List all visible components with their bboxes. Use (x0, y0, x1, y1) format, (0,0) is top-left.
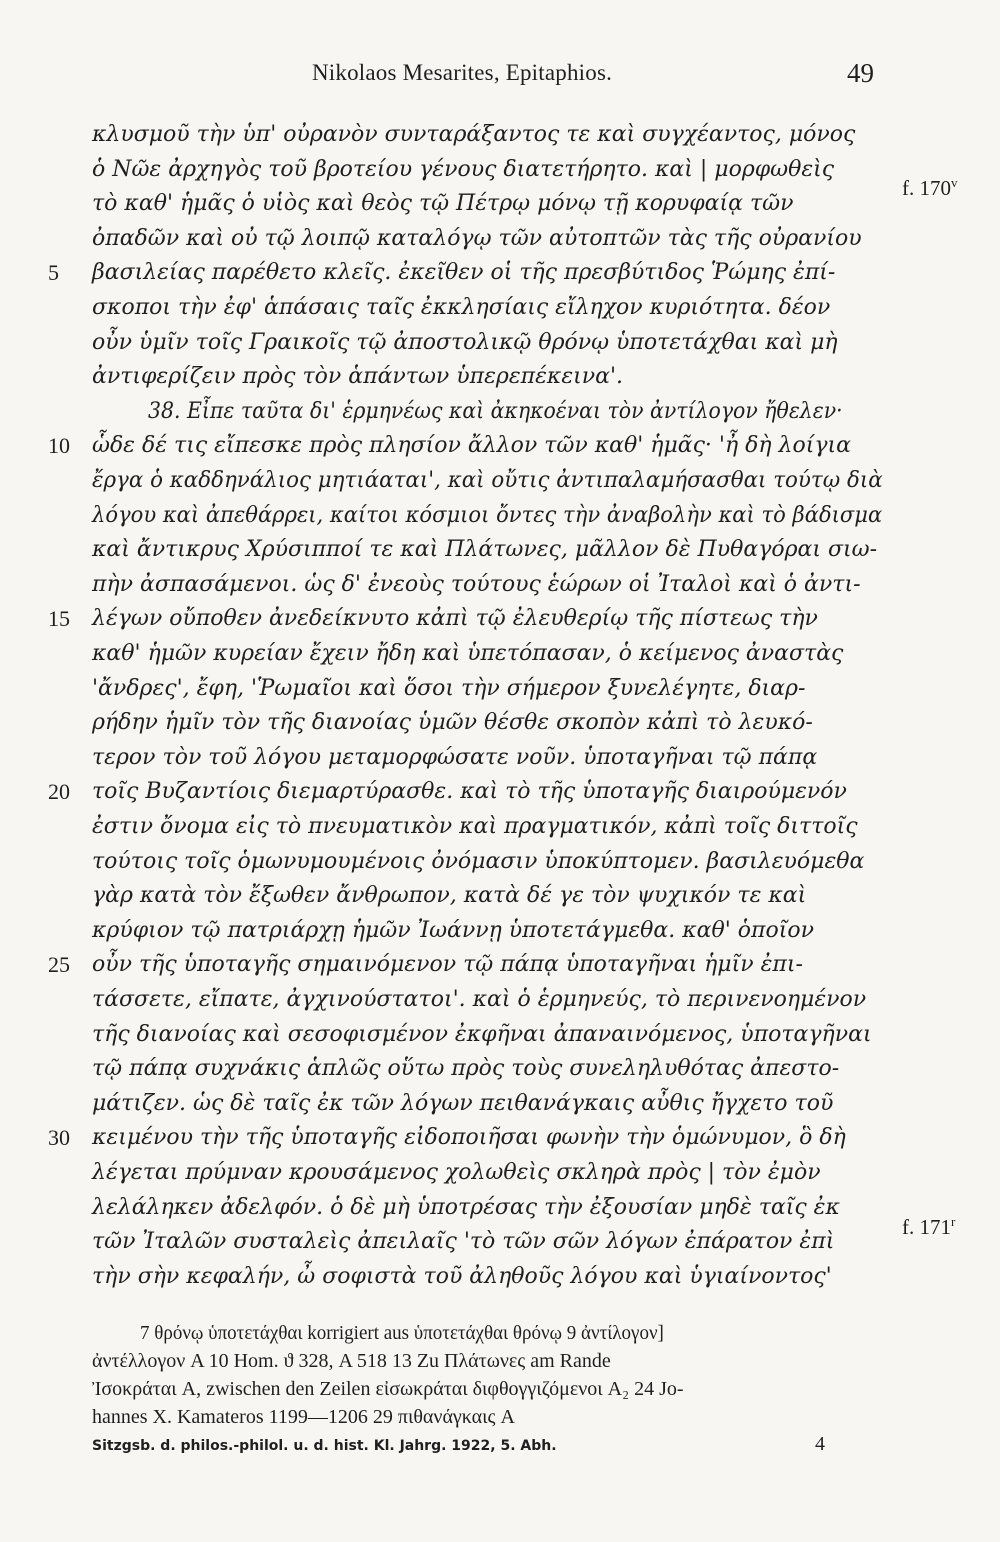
text-line: καὶ ἄντικρυς Χρύσιπποί τε καὶ Πλάτωνες, μᾶλλον δὲ Πυθαγόραι σιω- (92, 537, 878, 562)
line-number (48, 1087, 88, 1121)
text-line: τερον τὸν τοῦ λόγου μεταμορφώσατε νοῦν. ὑποταγῆναι τῷ πάπᾳ (92, 745, 818, 770)
line-number (48, 1191, 88, 1225)
text-line: πὴν ἀσπασάμενοι. ὡς δ' ἐνεοὺς τούτους ἑώρων οἱ Ἰταλοὶ καὶ ὁ ἀντι- (92, 572, 861, 597)
line-number (48, 153, 88, 187)
text-line: σκοποι τὴν ἐφ' ἁπάσαις ταῖς ἐκκλησίαις εἴληχον κυριότητα. δέον (92, 295, 831, 320)
line-number: 30 (48, 1125, 70, 1150)
running-header-title: Nikolaos Mesarites, Epitaphios. (312, 60, 613, 85)
line-number (48, 1156, 88, 1190)
text-line: κρύφιον τῷ πατριάρχῃ ἡμῶν Ἰωάννῃ ὑποτετάγμεθα. καθ' ὁποῖον (92, 918, 814, 943)
footnote-line: 7 θρόνῳ ὑποτετάχθαι korrigiert aus ὑποτετάχθαι θρόνῳ 9 ἀντίλογον] (140, 1322, 664, 1344)
text-line: τὸ καθ' ἡμᾶς ὁ υἱὸς καὶ θεὸς τῷ Πέτρῳ μόνῳ τῇ κορυφαίᾳ τῶν (92, 191, 794, 216)
line-number (48, 1225, 88, 1259)
text-line: λέγων οὔποθεν ἀνεδείκνυτο κἀπὶ τῷ ἐλευθερίῳ τῆς πίστεως τὴν (92, 606, 818, 631)
text-line: οὖν τῆς ὑποταγῆς σημαινόμενον τῷ πάπᾳ ὑποταγῆναι ἡμῖν ἐπι- (92, 952, 803, 977)
text-line: τὴν σὴν κεφαλήν, ὦ σοφιστὰ τοῦ ἀληθοῦς λόγου καὶ ὑγιαίνοντος' (92, 1264, 832, 1289)
text-line: τοῖς Βυζαντίοις διεμαρτύρασθε. καὶ τὸ τῆς ὑποταγῆς διαιρούμενόν (92, 779, 847, 804)
text-line: ρήδην ἡμῖν τὸν τῆς διανοίας ὑμῶν θέσθε σκοπὸν κἀπὶ τὸ λευκό- (92, 710, 813, 735)
footnote-line: ἀντέλλογον A 10 Hom. ϑ 328, A 518 13 Zu Πλάτωνες am Rande (92, 1350, 611, 1372)
line-number (48, 1018, 88, 1052)
line-number (48, 568, 88, 602)
footnote-line: hannes X. Kamateros 1199—1206 29 πιθανάγκαις A (92, 1406, 515, 1428)
text-line: ὧδε δέ τις εἴπεσκε πρὸς πλησίον ἄλλον τῶν καθ' ἡμᾶς· 'ἦ δὴ λοίγια (92, 433, 851, 458)
line-number (48, 810, 88, 844)
line-number (48, 395, 88, 429)
text-line: τῶν Ἰταλῶν συσταλεὶς ἀπειλαῖς 'τὸ τῶν σῶν λόγων ἐπάρατον ἐπὶ (92, 1229, 835, 1254)
text-line: κειμένου τὴν τῆς ὑποταγῆς εἰδοποιῆσαι φωνὴν τὴν ὁμώνυμον, ὃ δὴ (92, 1125, 846, 1150)
text-line: τάσσετε, εἴπατε, ἀγχινούστατοι'. καὶ ὁ ἑρμηνεύς, τὸ περινενοημένον (92, 987, 867, 1012)
text-line: τῆς διανοίας καὶ σεσοφισμένον ἐκφῆναι ἀπαναινόμενος, ὑποταγῆναι (92, 1022, 872, 1047)
line-number: 25 (48, 952, 70, 977)
text-line: 'ἄνδρες', ἔφη, 'Ῥωμαῖοι καὶ ὅσοι τὴν σήμερον ξυνελέγητε, διαρ- (92, 676, 806, 701)
text-line: λόγου καὶ ἀπεθάρρει, καίτοι κόσμιοι ὄντες τὴν ἀναβολὴν καὶ τὸ βάδισμα (92, 503, 883, 528)
line-number (48, 222, 88, 256)
sheet-number: 4 (815, 1433, 825, 1455)
line-number: 20 (48, 779, 70, 804)
line-number (48, 464, 88, 498)
line-number (48, 845, 88, 879)
line-number (48, 914, 88, 948)
text-line: λελάληκεν ἀδελφόν. ὁ δὲ μὴ ὑποτρέσας τὴν ἐξουσίαν μηδὲ ταῖς ἐκ (92, 1195, 840, 1220)
text-line: λέγεται πρύμναν κρουσάμενος χολωθεὶς σκληρὰ πρὸς | τὸν ἐμὸν (92, 1160, 821, 1185)
margin-folio-171r: f. 171$^r$ (902, 1214, 956, 1239)
text-line: τούτοις τοῖς ὁμωνυμουμένοις ὀνόμασιν ὑποκύπτομεν. βασιλευόμεθα (92, 849, 865, 874)
line-number (48, 706, 88, 740)
page-number: 49 (847, 58, 874, 88)
line-number (48, 187, 88, 221)
text-line: ὁ Νῶε ἀρχηγὸς τοῦ βροτείου γένους διατετήρητο. καὶ | μορφωθεὶς (92, 157, 835, 182)
line-number (48, 326, 88, 360)
line-number: 5 (48, 260, 59, 285)
text-line: γὰρ κατὰ τὸν ἔξωθεν ἄνθρωπον, κατὰ δέ γε τὸν ψυχικόν τε καὶ (92, 883, 807, 908)
text-line: καθ' ἡμῶν κυρείαν ἔχειν ἤδη καὶ ὑπετόπασαν, ὁ κείμενος ἀναστὰς (92, 641, 844, 666)
text-line: 38. Εἶπε ταῦτα δι' ἑρμηνέως καὶ ἀκηκοέναι τὸν ἀντίλογον ἤθελεν· (148, 399, 843, 424)
line-number (48, 741, 88, 775)
signature-line: Sitzgsb. d. philos.-philol. u. d. hist. Kl. Jahrg. 1922, 5. Abh. (92, 1438, 557, 1454)
line-number: 15 (48, 606, 70, 631)
text-line: οὖν ὑμῖν τοῖς Γραικοῖς τῷ ἀποστολικῷ θρόνῳ ὑποτετάχθαι καὶ μὴ (92, 330, 838, 355)
line-number (48, 291, 88, 325)
line-number (48, 1052, 88, 1086)
text-line: βασιλείας παρέθετο κλεῖς. ἐκεῖθεν οἱ τῆς πρεσβύτιδος Ῥώμης ἐπί- (92, 260, 836, 285)
line-number (48, 672, 88, 706)
line-number (48, 1260, 88, 1294)
text-line: μάτιζεν. ὡς δὲ ταῖς ἐκ τῶν λόγων πειθανάγκαις αὖθις ἤγχετο τοῦ (92, 1091, 834, 1116)
line-number (48, 637, 88, 671)
line-number (48, 879, 88, 913)
line-number: 10 (48, 433, 70, 458)
text-line: τῷ πάπᾳ συχνάκις ἁπλῶς οὕτω πρὸς τοὺς συνεληλυθότας ἀπεστο- (92, 1056, 840, 1081)
line-number (48, 360, 88, 394)
text-line: ἐστιν ὄνομα εἰς τὸ πνευματικὸν καὶ πραγματικόν, κἀπὶ τοῖς διττοῖς (92, 814, 858, 839)
footnote-line: Ἰσοκράται A, zwischen den Zeilen εἰσωκράται διφθογγιζόμενοι A₂ 24 Jo- (92, 1378, 684, 1400)
text-line: ἀντιφερίζειν πρὸς τὸν ἁπάντων ὑπερεπέκεινα'. (92, 364, 624, 389)
line-number (48, 118, 88, 152)
text-line: ἔργα ὁ καδδηνάλιος μητιάαται', καὶ οὔτις ἀντιπαλαμήσασθαι τούτῳ διὰ (92, 468, 883, 493)
line-number (48, 983, 88, 1017)
text-line: κλυσμοῦ τὴν ὑπ' οὐρανὸν συνταράξαντος τε καὶ συγχέαντος, μόνος (92, 122, 856, 147)
margin-folio-170v: f. 170$^v$ (902, 175, 958, 200)
line-number (48, 533, 88, 567)
line-number (48, 499, 88, 533)
text-line: ὀπαδῶν καὶ οὐ τῷ λοιπῷ καταλόγῳ τῶν αὐτοπτῶν τὰς τῆς οὐρανίου (92, 226, 862, 251)
